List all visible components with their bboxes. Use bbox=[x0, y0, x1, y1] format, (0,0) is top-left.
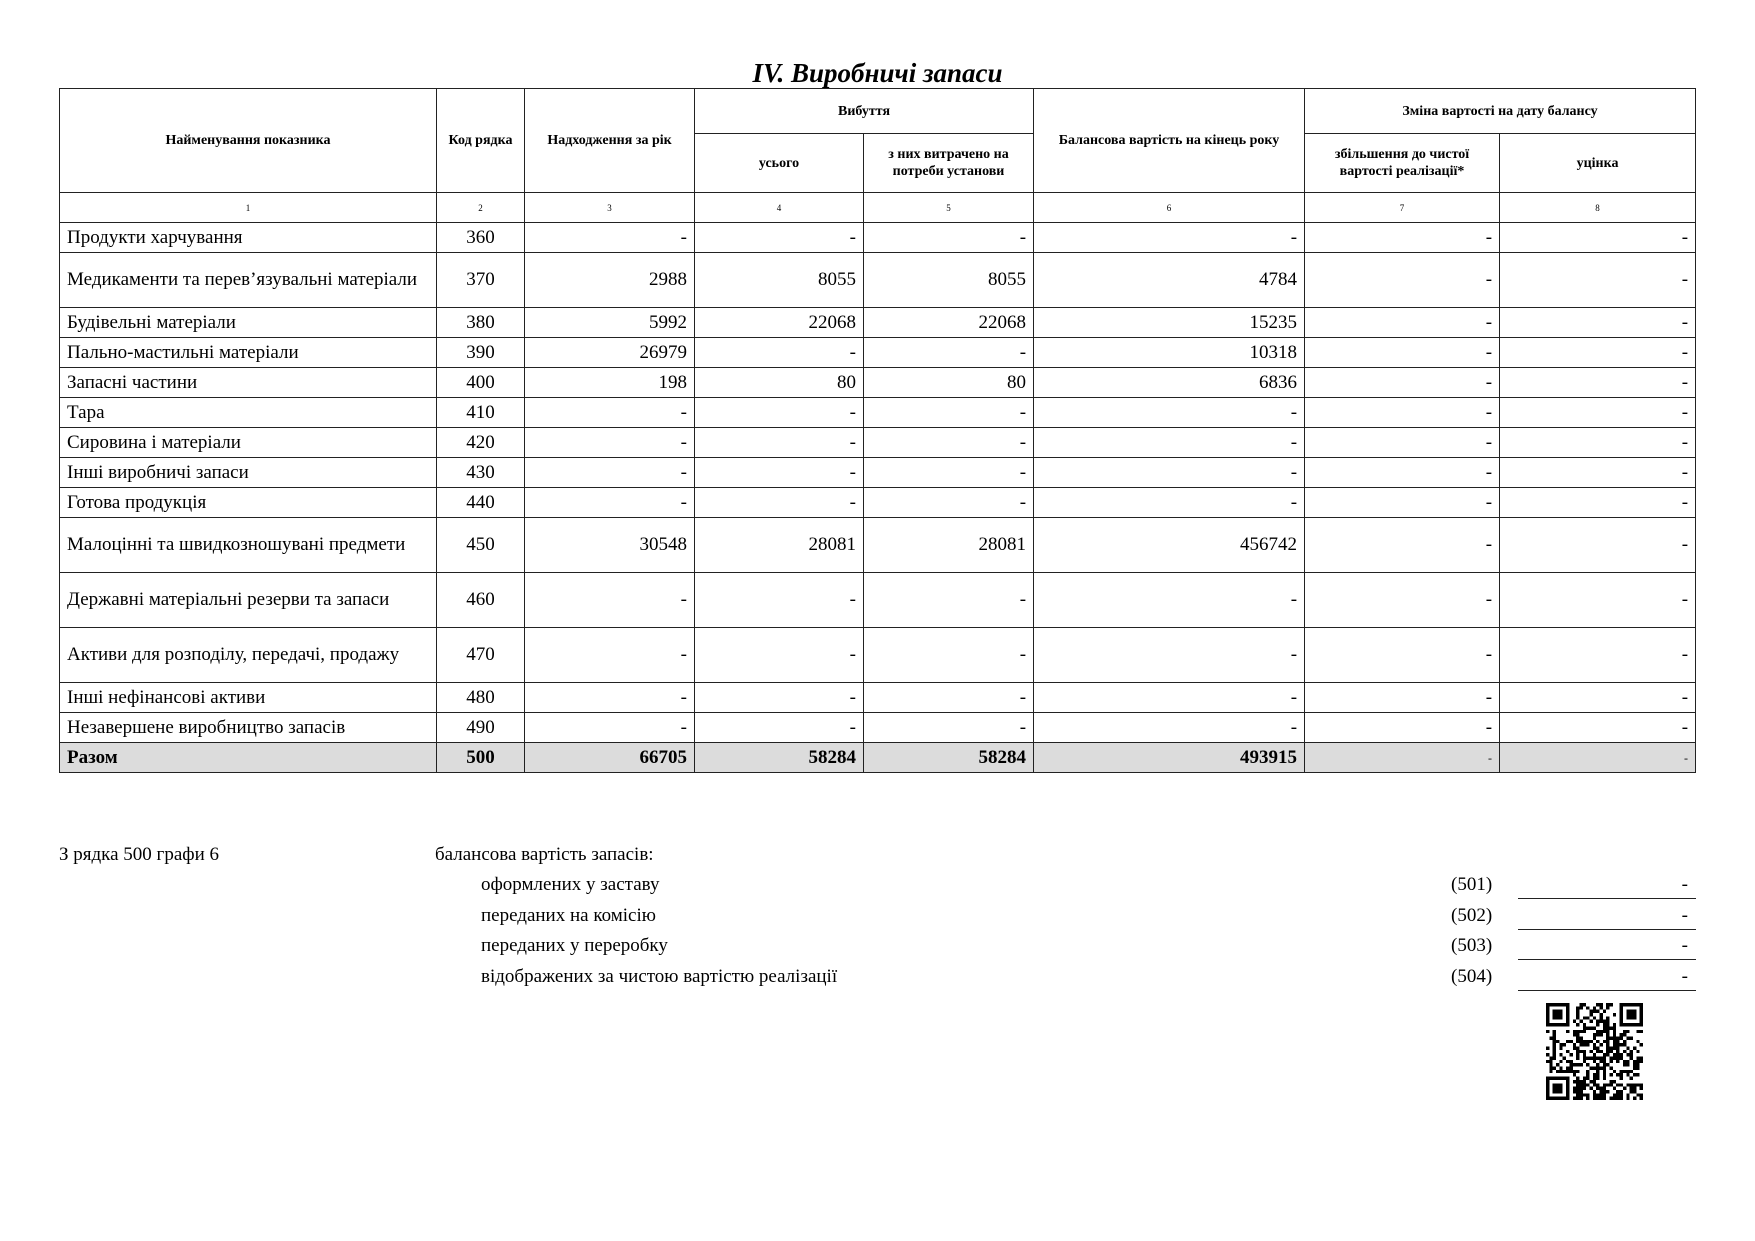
row-income: - bbox=[525, 223, 695, 253]
row-spent: - bbox=[864, 713, 1034, 743]
row-balance: - bbox=[1034, 628, 1305, 683]
row-disposal: - bbox=[695, 398, 864, 428]
table-row bbox=[60, 308, 1696, 338]
row-disposal: 8055 bbox=[695, 253, 864, 308]
row-increase: - bbox=[1305, 223, 1500, 253]
row-writedown: - bbox=[1500, 308, 1696, 338]
row-balance: - bbox=[1034, 488, 1305, 518]
row-increase: - bbox=[1305, 253, 1500, 308]
footnote-item-code: (502) bbox=[1451, 904, 1493, 926]
row-code: 380 bbox=[437, 308, 525, 338]
table-row bbox=[60, 683, 1696, 713]
row-income: 198 bbox=[525, 368, 695, 398]
row-code: 440 bbox=[437, 488, 525, 518]
row-increase: - bbox=[1305, 573, 1500, 628]
row-name: Активи для розподілу, передачі, продажу bbox=[60, 628, 437, 683]
footnote-item-label: переданих у переробку bbox=[481, 935, 668, 956]
row-balance: 15235 bbox=[1034, 308, 1305, 338]
total-disposal: 58284 bbox=[695, 743, 864, 773]
row-code: 400 bbox=[437, 368, 525, 398]
row-balance: - bbox=[1034, 573, 1305, 628]
footnote-item-code: (503) bbox=[1451, 935, 1493, 956]
row-disposal: - bbox=[695, 223, 864, 253]
row-name: Готова продукція bbox=[60, 488, 437, 518]
table-row bbox=[60, 458, 1696, 488]
header-change-group: Зміна вартості на дату балансу bbox=[1305, 89, 1696, 134]
row-increase: - bbox=[1305, 518, 1500, 573]
row-writedown: - bbox=[1500, 338, 1696, 368]
row-writedown: - bbox=[1500, 518, 1696, 573]
row-disposal: - bbox=[695, 488, 864, 518]
row-balance: 456742 bbox=[1034, 518, 1305, 573]
row-increase: - bbox=[1305, 488, 1500, 518]
header-balance-end: Балансова вартість на кінець року bbox=[1034, 89, 1305, 193]
row-writedown: - bbox=[1500, 253, 1696, 308]
row-income: - bbox=[525, 428, 695, 458]
total-spent: 58284 bbox=[864, 743, 1034, 773]
row-income: 5992 bbox=[525, 308, 695, 338]
row-spent: - bbox=[864, 488, 1034, 518]
row-disposal: - bbox=[695, 338, 864, 368]
row-writedown: - bbox=[1500, 428, 1696, 458]
row-spent: 22068 bbox=[864, 308, 1034, 338]
table-row bbox=[60, 223, 1696, 253]
header-name: Найменування показника bbox=[60, 89, 437, 193]
row-income: 26979 bbox=[525, 338, 695, 368]
row-name: Малоцінні та швидкозношувані предмети bbox=[60, 518, 437, 573]
row-code: 410 bbox=[437, 398, 525, 428]
row-code: 390 bbox=[437, 338, 525, 368]
row-writedown: - bbox=[1500, 628, 1696, 683]
row-balance: 10318 bbox=[1034, 338, 1305, 368]
row-code: 370 bbox=[437, 253, 525, 308]
footnote-item-label: відображених за чистою вартістю реалізації bbox=[481, 965, 838, 987]
row-disposal: - bbox=[695, 628, 864, 683]
footnote-item-code: (504) bbox=[1451, 965, 1493, 987]
row-spent: - bbox=[864, 338, 1034, 368]
footnote-item-code: (501) bbox=[1451, 874, 1493, 895]
row-income: 30548 bbox=[525, 518, 695, 573]
header-change-writedown: уцінка bbox=[1500, 134, 1696, 193]
row-income: - bbox=[525, 628, 695, 683]
table-row bbox=[60, 368, 1696, 398]
row-spent: 28081 bbox=[864, 518, 1034, 573]
row-income: 2988 bbox=[525, 253, 695, 308]
row-increase: - bbox=[1305, 683, 1500, 713]
row-disposal: - bbox=[695, 713, 864, 743]
row-name: Інші нефінансові активи bbox=[60, 683, 437, 713]
footnote-item-label: оформлених у заставу bbox=[481, 874, 660, 895]
row-spent: - bbox=[864, 458, 1034, 488]
row-spent: - bbox=[864, 683, 1034, 713]
footnote-source: З рядка 500 графи 6 bbox=[59, 844, 220, 865]
row-disposal: - bbox=[695, 458, 864, 488]
column-number: 6 bbox=[1034, 193, 1305, 223]
row-increase: - bbox=[1305, 713, 1500, 743]
row-balance: - bbox=[1034, 683, 1305, 713]
row-increase: - bbox=[1305, 458, 1500, 488]
header-code: Код рядка bbox=[437, 89, 525, 193]
qr-code-icon bbox=[1546, 1003, 1643, 1100]
row-increase: - bbox=[1305, 338, 1500, 368]
row-writedown: - bbox=[1500, 713, 1696, 743]
row-balance: - bbox=[1034, 458, 1305, 488]
row-name: Сировина і матеріали bbox=[60, 428, 437, 458]
inventory-table bbox=[59, 88, 1696, 773]
row-spent: - bbox=[864, 223, 1034, 253]
row-spent: 8055 bbox=[864, 253, 1034, 308]
column-number: 8 bbox=[1500, 193, 1696, 223]
row-spent: 80 bbox=[864, 368, 1034, 398]
row-income: - bbox=[525, 488, 695, 518]
total-label: Разом bbox=[60, 743, 437, 773]
row-disposal: - bbox=[695, 683, 864, 713]
header-change-increase: збільшення до чистої вартості реалізації* bbox=[1305, 134, 1500, 193]
row-increase: - bbox=[1305, 628, 1500, 683]
header-disposal-total: усього bbox=[695, 134, 864, 193]
header-income: Надходження за рік bbox=[525, 89, 695, 193]
row-writedown: - bbox=[1500, 683, 1696, 713]
row-income: - bbox=[525, 713, 695, 743]
row-code: 360 bbox=[437, 223, 525, 253]
row-increase: - bbox=[1305, 398, 1500, 428]
footnote-item-value: - bbox=[1518, 934, 1696, 960]
row-code: 490 bbox=[437, 713, 525, 743]
total-balance: 493915 bbox=[1034, 743, 1305, 773]
column-number: 2 bbox=[437, 193, 525, 223]
row-disposal: - bbox=[695, 428, 864, 458]
row-spent: - bbox=[864, 573, 1034, 628]
table-row bbox=[60, 428, 1696, 458]
column-number: 3 bbox=[525, 193, 695, 223]
row-name: Державні матеріальні резерви та запаси bbox=[60, 573, 437, 628]
table-row bbox=[60, 398, 1696, 428]
row-spent: - bbox=[864, 398, 1034, 428]
row-balance: 6836 bbox=[1034, 368, 1305, 398]
row-balance: - bbox=[1034, 398, 1305, 428]
row-balance: - bbox=[1034, 428, 1305, 458]
table-row bbox=[60, 488, 1696, 518]
row-writedown: - bbox=[1500, 368, 1696, 398]
row-income: - bbox=[525, 683, 695, 713]
row-balance: - bbox=[1034, 223, 1305, 253]
footnote-item-value: - bbox=[1518, 873, 1696, 899]
row-name: Незавершене виробництво запасів bbox=[60, 713, 437, 743]
footnote-item-value: - bbox=[1518, 965, 1696, 991]
total-writedown: - bbox=[1500, 743, 1696, 773]
table-row bbox=[60, 338, 1696, 368]
header-disposal-group: Вибуття bbox=[695, 89, 1034, 134]
row-name: Будівельні матеріали bbox=[60, 308, 437, 338]
total-increase: - bbox=[1305, 743, 1500, 773]
footnote-item-label: переданих на комісію bbox=[481, 904, 656, 926]
row-increase: - bbox=[1305, 428, 1500, 458]
row-income: - bbox=[525, 573, 695, 628]
row-name: Інші виробничі запаси bbox=[60, 458, 437, 488]
row-writedown: - bbox=[1500, 223, 1696, 253]
row-code: 420 bbox=[437, 428, 525, 458]
row-disposal: 80 bbox=[695, 368, 864, 398]
row-spent: - bbox=[864, 628, 1034, 683]
footnote-lead: балансова вартість запасів: bbox=[435, 844, 654, 865]
total-row bbox=[60, 743, 1696, 773]
row-income: - bbox=[525, 458, 695, 488]
table-row bbox=[60, 253, 1696, 308]
row-name: Медикаменти та перев’язувальні матеріали bbox=[60, 253, 437, 308]
total-income: 66705 bbox=[525, 743, 695, 773]
row-code: 430 bbox=[437, 458, 525, 488]
table-row bbox=[60, 518, 1696, 573]
section-title: IV. Виробничі запаси bbox=[752, 58, 1003, 88]
row-disposal: 22068 bbox=[695, 308, 864, 338]
row-writedown: - bbox=[1500, 488, 1696, 518]
row-disposal: - bbox=[695, 573, 864, 628]
row-name: Продукти харчування bbox=[60, 223, 437, 253]
column-number: 7 bbox=[1305, 193, 1500, 223]
row-code: 470 bbox=[437, 628, 525, 683]
table-row bbox=[60, 573, 1696, 628]
column-number: 1 bbox=[60, 193, 437, 223]
table-row bbox=[60, 628, 1696, 683]
row-name: Пально-мастильні матеріали bbox=[60, 338, 437, 368]
header-disposal-spent: з них витрачено на потреби установи bbox=[864, 134, 1034, 193]
total-code: 500 bbox=[437, 743, 525, 773]
row-writedown: - bbox=[1500, 458, 1696, 488]
row-increase: - bbox=[1305, 308, 1500, 338]
column-number: 4 bbox=[695, 193, 864, 223]
row-code: 480 bbox=[437, 683, 525, 713]
row-disposal: 28081 bbox=[695, 518, 864, 573]
column-number-row bbox=[60, 193, 1696, 223]
row-writedown: - bbox=[1500, 398, 1696, 428]
row-balance: - bbox=[1034, 713, 1305, 743]
row-spent: - bbox=[864, 428, 1034, 458]
row-name: Тара bbox=[60, 398, 437, 428]
footnote-item-value: - bbox=[1518, 904, 1696, 930]
table-row bbox=[60, 713, 1696, 743]
row-code: 460 bbox=[437, 573, 525, 628]
row-name: Запасні частини bbox=[60, 368, 437, 398]
row-increase: - bbox=[1305, 368, 1500, 398]
row-balance: 4784 bbox=[1034, 253, 1305, 308]
row-income: - bbox=[525, 398, 695, 428]
column-number: 5 bbox=[864, 193, 1034, 223]
row-code: 450 bbox=[437, 518, 525, 573]
row-writedown: - bbox=[1500, 573, 1696, 628]
